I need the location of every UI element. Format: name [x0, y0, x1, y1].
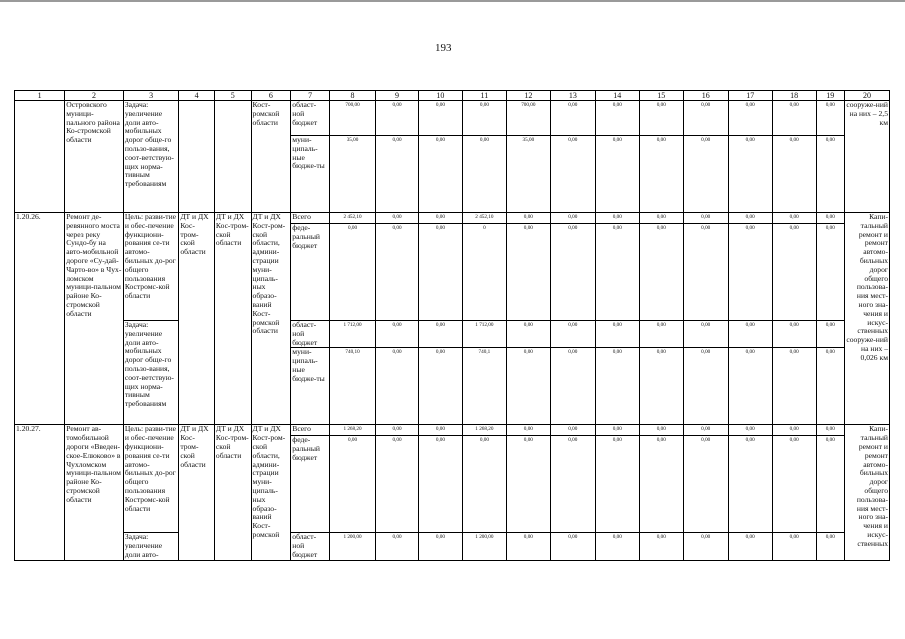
amount-cell: 0,00: [330, 436, 376, 533]
row-result: Капи-тальный ремонт и ремонт автомо-бильных дорог общего пользова-ния мест-ного зна-чения и искус-ственных: [844, 425, 889, 560]
amount-cell: 0,00: [506, 425, 550, 436]
funding-source: феде-ральный бюджет: [291, 436, 330, 533]
amount-cell: 0,00: [728, 136, 772, 213]
amount-cell: 0,00: [376, 224, 419, 321]
amount-cell: 0,00: [683, 224, 728, 321]
row-goal: Цель: разви-тие и обес-печение функциони-рования се-ти автомо-бильных до-рог общего пользования Костромс-кой области: [123, 213, 178, 321]
amount-cell: 0,00: [683, 321, 728, 348]
amount-cell: 0,00: [550, 321, 595, 348]
funding-source: Всего: [291, 213, 330, 224]
amount-cell: 0,00: [816, 213, 844, 224]
column-header: 7: [291, 91, 330, 101]
amount-cell: 0,00: [772, 136, 816, 213]
amount-cell: 0,00: [772, 436, 816, 533]
amount-cell: 0,00: [816, 436, 844, 533]
column-header: 15: [639, 91, 683, 101]
row-name: Ремонт ав-томобильной дороги «Введен-ское-Елюково» в Чухломском муници-пальном районе Ко-стромской области: [65, 425, 124, 560]
row-result: Капи-тальный ремонт и ремонт автомо-бильных дорог общего пользова-ния мест-ного зна-чения и искус-ственных сооруже-ний на них – 0,026 км: [844, 213, 889, 425]
column-header: 10: [418, 91, 462, 101]
amount-cell: 0,00: [550, 224, 595, 321]
amount-cell: 0,00: [376, 533, 419, 560]
amount-cell: 0,00: [728, 321, 772, 348]
amount-cell: 740,10: [330, 348, 376, 425]
amount-cell: 0,00: [462, 136, 506, 213]
column-header: 1: [15, 91, 65, 101]
funding-source: област-ной бюджет: [291, 533, 330, 560]
column-header: 17: [728, 91, 772, 101]
amount-cell: 0,00: [418, 224, 462, 321]
amount-cell: 0,00: [595, 425, 639, 436]
table-row: [15, 321, 890, 348]
table-row: [15, 101, 890, 136]
amount-cell: 0,00: [639, 213, 683, 224]
amount-cell: 0,00: [418, 213, 462, 224]
amount-cell: 0,00: [595, 101, 639, 136]
amount-cell: 0,00: [418, 321, 462, 348]
amount-cell: 0,00: [418, 101, 462, 136]
amount-cell: 0,00: [595, 436, 639, 533]
amount-cell: 0,00: [506, 348, 550, 425]
column-header: 4: [179, 91, 215, 101]
amount-cell: 0,00: [506, 533, 550, 560]
amount-cell: 0,00: [506, 224, 550, 321]
amount-cell: 0,00: [418, 136, 462, 213]
amount-cell: 0,00: [683, 136, 728, 213]
amount-cell: 0,00: [376, 213, 419, 224]
table-row: [15, 213, 890, 224]
row-id: 1.20.26.: [15, 213, 65, 425]
amount-cell: 1 268,20: [330, 425, 376, 436]
row-executor: [179, 101, 215, 213]
amount-cell: 1 200,00: [330, 533, 376, 560]
amount-cell: 0,00: [639, 321, 683, 348]
amount-cell: 0,00: [550, 213, 595, 224]
table-row: [15, 533, 890, 560]
row-id: 1.20.27.: [15, 425, 65, 560]
amount-cell: 0,00: [595, 348, 639, 425]
row-participants: ДТ и ДХ Кост-ром-ской области, админи-страции муни-ципаль-ных образо-ваний Кост-ромской области: [251, 213, 291, 425]
amount-cell: 0,00: [772, 224, 816, 321]
amount-cell: 0,00: [816, 425, 844, 436]
amount-cell: 0,00: [639, 136, 683, 213]
amount-cell: 0,00: [418, 425, 462, 436]
amount-cell: 0,00: [550, 425, 595, 436]
amount-cell: 0,00: [728, 425, 772, 436]
amount-cell: 0,00: [728, 101, 772, 136]
amount-cell: 0,00: [772, 533, 816, 560]
page-top-rule: [0, 0, 905, 2]
amount-cell: 0,00: [772, 348, 816, 425]
column-header: 13: [550, 91, 595, 101]
column-header: 16: [683, 91, 728, 101]
amount-cell: 0,00: [683, 436, 728, 533]
amount-cell: 2 452,10: [330, 213, 376, 224]
amount-cell: 35,00: [506, 136, 550, 213]
table-row: [15, 91, 890, 101]
row-executor: ДТ и ДХ Кос-тром-ской области: [179, 425, 215, 560]
amount-cell: 0,00: [772, 101, 816, 136]
row-name: Островского муници-пального района Ко-стромской области: [65, 101, 124, 213]
amount-cell: 0,00: [772, 425, 816, 436]
column-header: 8: [330, 91, 376, 101]
amount-cell: 0,00: [376, 321, 419, 348]
row-coexecutor: ДТ и ДХ Кос-тром-ской области: [214, 425, 251, 560]
amount-cell: 0,00: [816, 533, 844, 560]
table-row: [15, 425, 890, 436]
amount-cell: 0,00: [376, 136, 419, 213]
amount-cell: 0,00: [376, 101, 419, 136]
row-coexecutor: ДТ и ДХ Кос-тром-ской области: [214, 213, 251, 425]
page-number: 193: [435, 42, 452, 54]
row-task: Задача: увеличение доли авто-мобильных дорог обще-го пользо-вания, соот-ветствую-щих норма-тивным требованиям: [123, 101, 178, 213]
amount-cell: 0,00: [550, 101, 595, 136]
amount-cell: 2 452,10: [462, 213, 506, 224]
amount-cell: 0,00: [330, 224, 376, 321]
amount-cell: 0,00: [595, 136, 639, 213]
amount-cell: 0,00: [550, 136, 595, 213]
amount-cell: 0,00: [683, 348, 728, 425]
amount-cell: 0,00: [728, 436, 772, 533]
amount-cell: 0,00: [550, 533, 595, 560]
amount-cell: 700,00: [330, 101, 376, 136]
amount-cell: 0,00: [816, 321, 844, 348]
row-goal: Цель: разви-тие и обес-печение функциони-рования се-ти автомо-бильных до-рог общего пользования Костромс-кой области: [123, 425, 178, 533]
row-participants: Кост-ромской области: [251, 101, 291, 213]
column-header: 5: [214, 91, 251, 101]
amount-cell: 0,00: [683, 101, 728, 136]
row-name: Ремонт де-ревянного моста через реку Сундо-бу на авто-мобильной дороге «Су-дай-Чарто-во» в Чух-ломском муници-пальном районе Ко-стромской области: [65, 213, 124, 425]
row-task: Задача: увеличение доли авто-: [123, 533, 178, 560]
amount-cell: 0,00: [550, 436, 595, 533]
funding-source: област-ной бюджет: [291, 321, 330, 348]
amount-cell: 0,00: [816, 136, 844, 213]
amount-cell: 0,00: [772, 213, 816, 224]
amount-cell: 0,00: [728, 224, 772, 321]
amount-cell: 0,00: [816, 224, 844, 321]
amount-cell: 0,00: [639, 425, 683, 436]
amount-cell: 0,00: [595, 321, 639, 348]
amount-cell: 0,00: [683, 533, 728, 560]
amount-cell: 0,00: [595, 224, 639, 321]
amount-cell: 0,00: [418, 348, 462, 425]
amount-cell: 0,00: [816, 101, 844, 136]
amount-cell: 0,00: [550, 348, 595, 425]
amount-cell: 0,00: [639, 533, 683, 560]
column-header: 11: [462, 91, 506, 101]
amount-cell: 700,00: [506, 101, 550, 136]
amount-cell: 0,00: [595, 533, 639, 560]
column-header: 18: [772, 91, 816, 101]
amount-cell: 0,00: [418, 436, 462, 533]
amount-cell: 0,00: [728, 213, 772, 224]
row-task: Задача: увеличение доли авто-мобильных дорог обще-го пользо-вания, соот-ветствую-щих норма-тивным требованиям: [123, 321, 178, 425]
table-body: [15, 91, 890, 561]
amount-cell: 35,00: [330, 136, 376, 213]
amount-cell: 0,00: [639, 436, 683, 533]
amount-cell: 0,00: [376, 348, 419, 425]
row-coexecutor: [214, 101, 251, 213]
amount-cell: 0,00: [595, 213, 639, 224]
amount-cell: 0: [462, 224, 506, 321]
column-header: 9: [376, 91, 419, 101]
amount-cell: 0,00: [816, 348, 844, 425]
column-header: 14: [595, 91, 639, 101]
funding-source: муни-ципаль-ные бюдже-ты: [291, 348, 330, 425]
amount-cell: 0,00: [683, 213, 728, 224]
amount-cell: 1 268,20: [462, 425, 506, 436]
column-header: 19: [816, 91, 844, 101]
amount-cell: 0,00: [376, 436, 419, 533]
amount-cell: 0,00: [506, 213, 550, 224]
column-header: 20: [844, 91, 889, 101]
amount-cell: 0,00: [639, 224, 683, 321]
row-executor: ДТ и ДХ Кос-тром-ской области: [179, 213, 215, 425]
amount-cell: 740,1: [462, 348, 506, 425]
amount-cell: 1 712,00: [462, 321, 506, 348]
program-table: [14, 90, 890, 561]
amount-cell: 0,00: [506, 321, 550, 348]
amount-cell: 0,00: [728, 348, 772, 425]
funding-source: муни-ципаль-ные бюдже-ты: [291, 136, 330, 213]
row-result: сооруже-ний на них – 2,5 км: [844, 101, 889, 213]
funding-source: Всего: [291, 425, 330, 436]
column-header: 6: [251, 91, 291, 101]
amount-cell: 1 200,00: [462, 533, 506, 560]
amount-cell: 0,00: [639, 348, 683, 425]
column-header: 2: [65, 91, 124, 101]
amount-cell: 0,00: [462, 101, 506, 136]
amount-cell: 0,00: [506, 436, 550, 533]
amount-cell: 0,00: [376, 425, 419, 436]
amount-cell: 0,00: [462, 436, 506, 533]
column-header: 12: [506, 91, 550, 101]
row-id: [15, 101, 65, 213]
amount-cell: 0,00: [683, 425, 728, 436]
row-participants: ДТ и ДХ Кост-ром-ской области, админи-страции муни-ципаль-ных образо-ваний Кост-ромской: [251, 425, 291, 560]
amount-cell: 1 712,00: [330, 321, 376, 348]
amount-cell: 0,00: [728, 533, 772, 560]
funding-source: феде-ральный бюджет: [291, 224, 330, 321]
column-header: 3: [123, 91, 178, 101]
funding-source: област-ной бюджет: [291, 101, 330, 136]
amount-cell: 0,00: [418, 533, 462, 560]
amount-cell: 0,00: [772, 321, 816, 348]
amount-cell: 0,00: [639, 101, 683, 136]
